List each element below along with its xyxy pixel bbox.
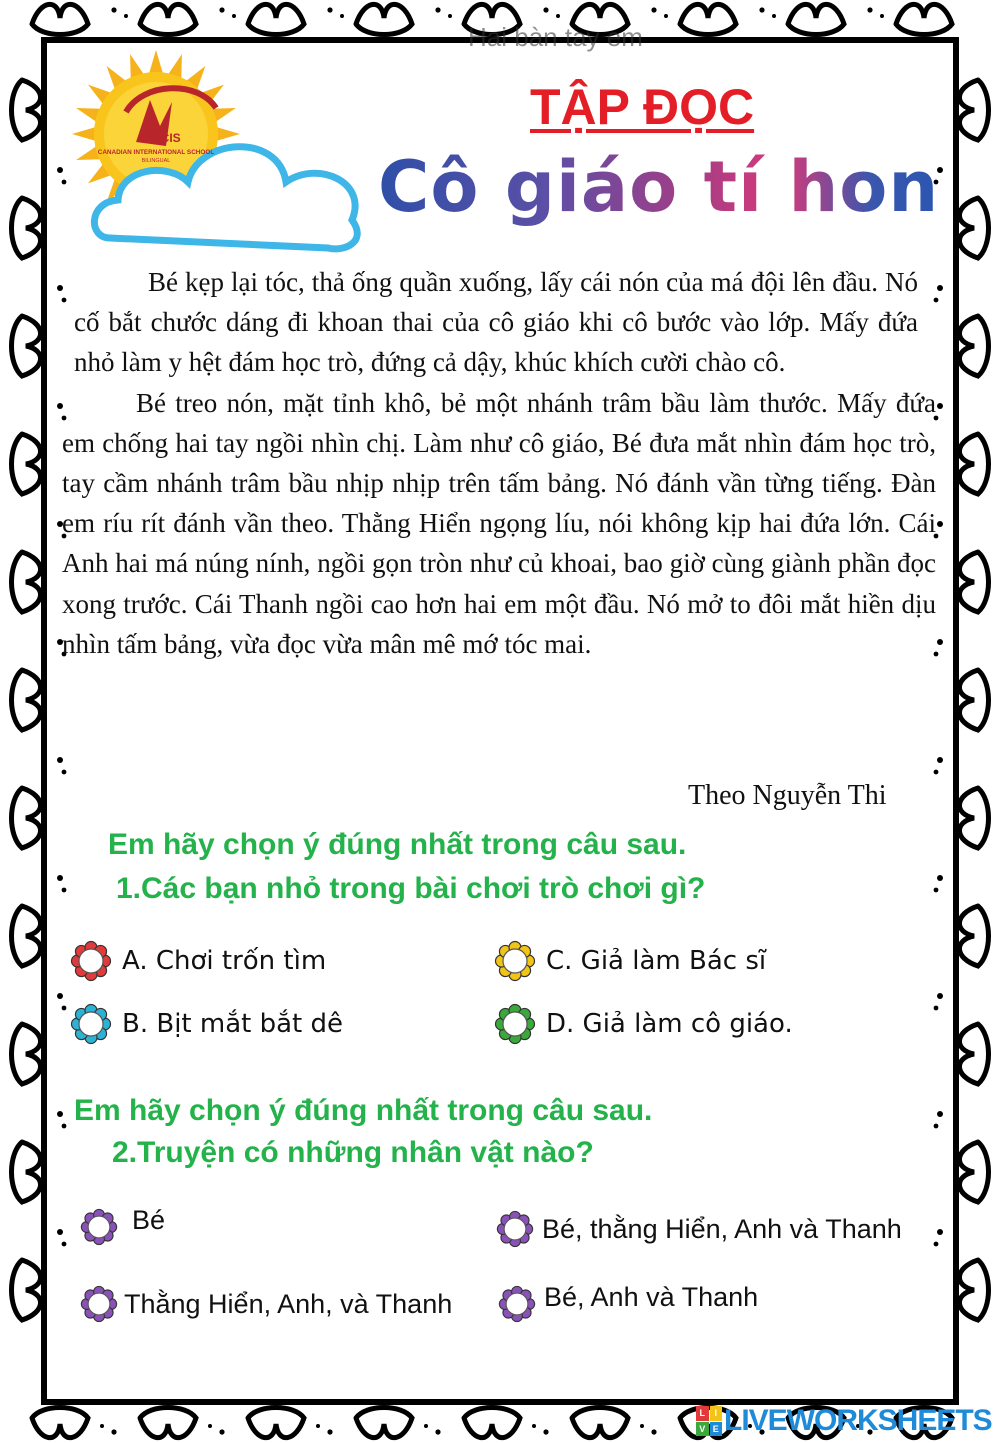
liveworksheets-watermark (696, 1404, 992, 1438)
q1-option-c-label: C. Giả làm Bác sĩ (546, 946, 767, 976)
q1-option-b[interactable] (70, 1003, 343, 1045)
watermark-text: LIVEWORKSHEETS (724, 1404, 992, 1437)
section-heading: TẬP ĐỌC (530, 79, 755, 135)
q1-option-a-label: A. Chơi trốn tìm (122, 946, 327, 976)
flower-radio-icon[interactable] (496, 1210, 534, 1248)
page-top-title: Hai bàn tay em (468, 22, 643, 52)
flower-radio-icon[interactable] (70, 1003, 112, 1045)
passage-paragraph-1: Bé kẹp lại tóc, thả ống quần xuống, lấy cái nón của má đội lên đầu. Nó cố bắt chước dáng đi khoan thai của cô giáo khi cô bước vào lớp. Mấy đứa nhỏ làm y hệt đám học trò, đứng cả dậy, khúc khích cười chào cô. (74, 267, 918, 378)
wm-icon-letter: I (710, 1406, 723, 1421)
q2-option-4[interactable] (498, 1281, 759, 1323)
flower-radio-icon[interactable] (494, 940, 536, 982)
q1-option-a[interactable] (70, 940, 326, 982)
q2-instruction: Em hãy chọn ý đúng nhất trong câu sau. (74, 1094, 653, 1127)
q1-instruction: Em hãy chọn ý đúng nhất trong câu sau. (108, 828, 687, 861)
logo-school-full: CANADIAN INTERNATIONAL SCHOOL (97, 149, 215, 156)
logo-school-sub: BILINGUAL (141, 158, 171, 164)
story-title: Cô giáo tí hon (378, 146, 940, 228)
wm-icon-letter: E (710, 1422, 723, 1437)
flower-radio-icon[interactable] (494, 1003, 536, 1045)
flower-radio-icon[interactable] (70, 940, 112, 982)
q1-option-d-label: D. Giả làm cô giáo. (546, 1009, 793, 1039)
flower-radio-icon[interactable] (80, 1285, 118, 1323)
flower-radio-icon[interactable] (80, 1208, 118, 1246)
wm-icon-letter: L (696, 1406, 709, 1421)
q2-option-3[interactable] (80, 1285, 452, 1323)
q2-question: 2.Truyện có những nhân vật nào? (112, 1136, 594, 1169)
q2-option-1[interactable] (80, 1204, 166, 1246)
logo-school-short: BCIS (152, 131, 181, 145)
school-logo (48, 42, 378, 262)
q2-option-3-label: Thằng Hiển, Anh, và Thanh (124, 1288, 453, 1319)
q2-option-2[interactable] (496, 1210, 902, 1248)
q2-option-4-label: Bé, Anh và Thanh (544, 1281, 759, 1312)
passage-author: Theo Nguyễn Thi (688, 780, 887, 811)
q1-option-d[interactable] (494, 1003, 793, 1045)
passage-paragraph-2: Bé treo nón, mặt tỉnh khô, bẻ một nhánh trâm bầu làm thước. Mấy đứa em chống hai tay ngồi nhìn chị. Làm như cô giáo, Bé đưa mắt nhìn đám học trò, tay cầm nhánh trâm bầu nhịp nhịp trên tấm bảng. Nó đánh vần từng tiếng. Đàn em ríu rít đánh vần theo. Thằng Hiển ngọng líu, nói không kịp hai đứa lớn. Cái Anh hai má núng nính, ngồi gọn tròn như củ khoai, bao giờ cùng giành phần đọc xong trước. Cái Thanh ngồi cao hơn hai em một đầu. Nó mở to đôi mắt hiền dịu nhìn tấm bảng, vừa đọc vừa mân mê mớ tóc mai. (62, 387, 936, 659)
q2-option-2-label: Bé, thằng Hiển, Anh và Thanh (542, 1213, 902, 1244)
flower-radio-icon[interactable] (498, 1285, 536, 1323)
reading-passage (62, 262, 936, 664)
liveworksheets-logo-icon (696, 1406, 722, 1436)
q1-option-b-label: B. Bịt mắt bắt dê (122, 1009, 343, 1039)
wm-icon-letter: V (696, 1422, 709, 1437)
q1-question: 1.Các bạn nhỏ trong bài chơi trò chơi gì? (116, 872, 706, 905)
q1-option-c[interactable] (494, 940, 766, 982)
q2-option-1-label: Bé (132, 1204, 166, 1235)
